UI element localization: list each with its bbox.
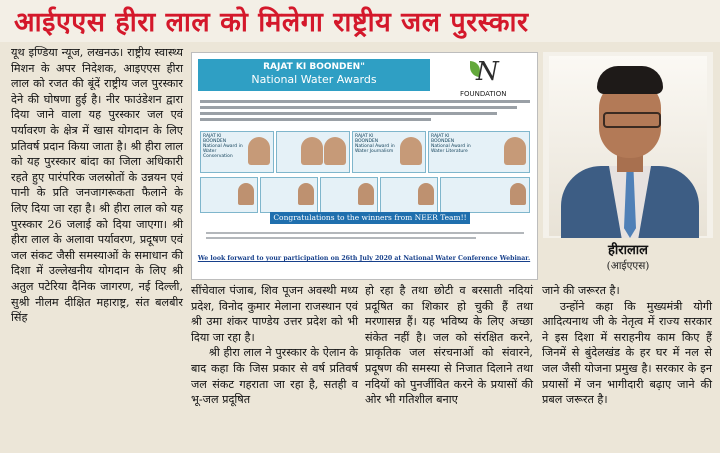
article-paragraph: जाने की जरूरत है। <box>542 284 620 297</box>
article-paragraph: श्री हीरा लाल ने पुरस्कार के ऐलान के बाद कहा कि जिस प्रकार से वर्ष प्रतिवर्ष जल संकट गहराता जा रहा है, सतही व भू-जल प्रदूषित <box>191 346 358 407</box>
winner-portrait <box>301 137 323 165</box>
article-column-2 <box>191 283 358 408</box>
winner-portrait <box>400 137 422 165</box>
logo-text: FOUNDATION <box>460 90 507 98</box>
winner-tile <box>428 131 530 173</box>
tile-caption: RAJAT KI BOONDEN National Award in Water Journalism <box>355 134 395 154</box>
photo-caption-name: हीरालाल <box>608 243 648 258</box>
poster-intro-text <box>200 97 530 123</box>
poster-congratulations: Congratulations to the winners from NEER Team!! <box>270 212 470 224</box>
poster-banner <box>198 59 430 91</box>
winner-tile <box>200 177 258 213</box>
poster-banner-title: RAJAT KI BOONDEN" <box>263 62 365 72</box>
winner-portrait <box>358 183 374 205</box>
winner-portrait <box>510 183 526 205</box>
article-paragraph: उन्होंने कहा कि मुख्यमंत्री योगी आदित्यनाथ जी के नेतृत्व में राज्य सरकार ने इस दिशा में सराहनीय काम किए हैं जिनमें से बुंदेलखंड के हर घर में नल से जल जैसी योजना प्रमुख है। सरकार के इन प्रयासों में जन भागीदारी बढ़ाए जाने की प्रबल जरूरत है। <box>542 299 712 407</box>
winner-tile <box>380 177 438 213</box>
winner-tile <box>352 131 426 173</box>
tile-caption: RAJAT KI BOONDEN National Award in Water Conservation <box>203 134 243 159</box>
winner-portrait <box>324 137 346 165</box>
winner-tile <box>260 177 318 213</box>
neer-foundation-logo <box>442 55 530 101</box>
headline: आईएएस हीरा लाल को मिलेगा राष्ट्रीय जल पुरस्कार <box>14 7 529 38</box>
winner-portrait <box>418 183 434 205</box>
winner-tile <box>276 131 350 173</box>
article-column-1 <box>11 45 183 326</box>
winner-tile <box>440 177 530 213</box>
poster-banner-subtitle: National Water Awards <box>251 73 377 86</box>
winner-portrait <box>238 183 254 205</box>
winner-portrait <box>504 137 526 165</box>
winner-tile <box>200 131 274 173</box>
winner-portrait <box>248 137 270 165</box>
headline-strip <box>0 0 720 42</box>
poster-small-print <box>206 229 524 243</box>
photo-caption-title: (आईएएस) <box>606 260 650 272</box>
article-column-4 <box>542 283 712 408</box>
portrait-photo <box>543 52 713 238</box>
tile-caption: RAJAT KI BOONDEN National Award in Water Literature <box>431 134 471 154</box>
winner-portrait <box>298 183 314 205</box>
poster-footer: We look forward to your participation on 26th July 2020 at National Water Conference Webinar. <box>197 255 531 262</box>
article-paragraph: हो रहा है तथा छोटी व बरसाती नदियां प्रदूषित का शिकार हो चुकी हैं तथा मरणासन्न हैं। यह भविष्य के लिए अच्छा संकेत नहीं है। जल को संरक्षित करने, प्राकृतिक जल संरचनाओं को संवारने, प्रदूषण की समस्या से निजात दिलाने तथा नदियों को पुनर्जीवित करने के प्रयासों की ओर भी गतिशील बनाए <box>365 284 533 407</box>
winner-tile <box>320 177 378 213</box>
article-column-3 <box>365 283 533 408</box>
logo-mark: N <box>476 57 499 87</box>
award-poster-image <box>191 52 538 280</box>
article-paragraph: यूथ इण्डिया न्यूज, लखनऊ। राष्ट्रीय स्वास्थ्य मिशन के अपर निदेशक, आइएएस हीरा लाल को रजत की बूंदें राष्ट्रीय जल पुरस्कार देने की घोषणा हुई है। नीर फाउंडेशन द्वारा दिया जाने वाला यह पुरस्कार जल एवं पर्यावरण के क्षेत्र में खास योगदान के लिए प्रतिवर्ष प्रदान किया जाता है। श्री हीरा लाल को यह पुरस्कार बांदा का जिला अधिकारी रहते हुए पारंपरिक जलस्रोतों के उन्नयन एवं पानी के प्रति जनजागरूकता फैलाने के लिए दिया जा रहा है। श्री हीरा लाल को यह पुरस्कार 26 जलाई को दिया जाएगा। श्री हीरा लाल के अलावा पर्यावरण, प्रदूषण एवं जल संकट जैसी समस्याओं के समाधान की दिशा में उल्लेखनीय योगदान के लिए श्री अतुल पटेरिया दैनिक जागरण, नई दिल्ली, सुश्री नीलम दीक्षित महाराष्ट्र, संत बलबीर सिंह <box>11 46 183 325</box>
article-paragraph: सींचेवाल पंजाब, शिव पूजन अवस्थी मध्य प्रदेश, विनोद कुमार मेलाना राजस्थान एवं श्री उमा शंकर पाण्डेय उत्तर प्रदेश को भी दिया जा रहा है। <box>191 284 358 344</box>
